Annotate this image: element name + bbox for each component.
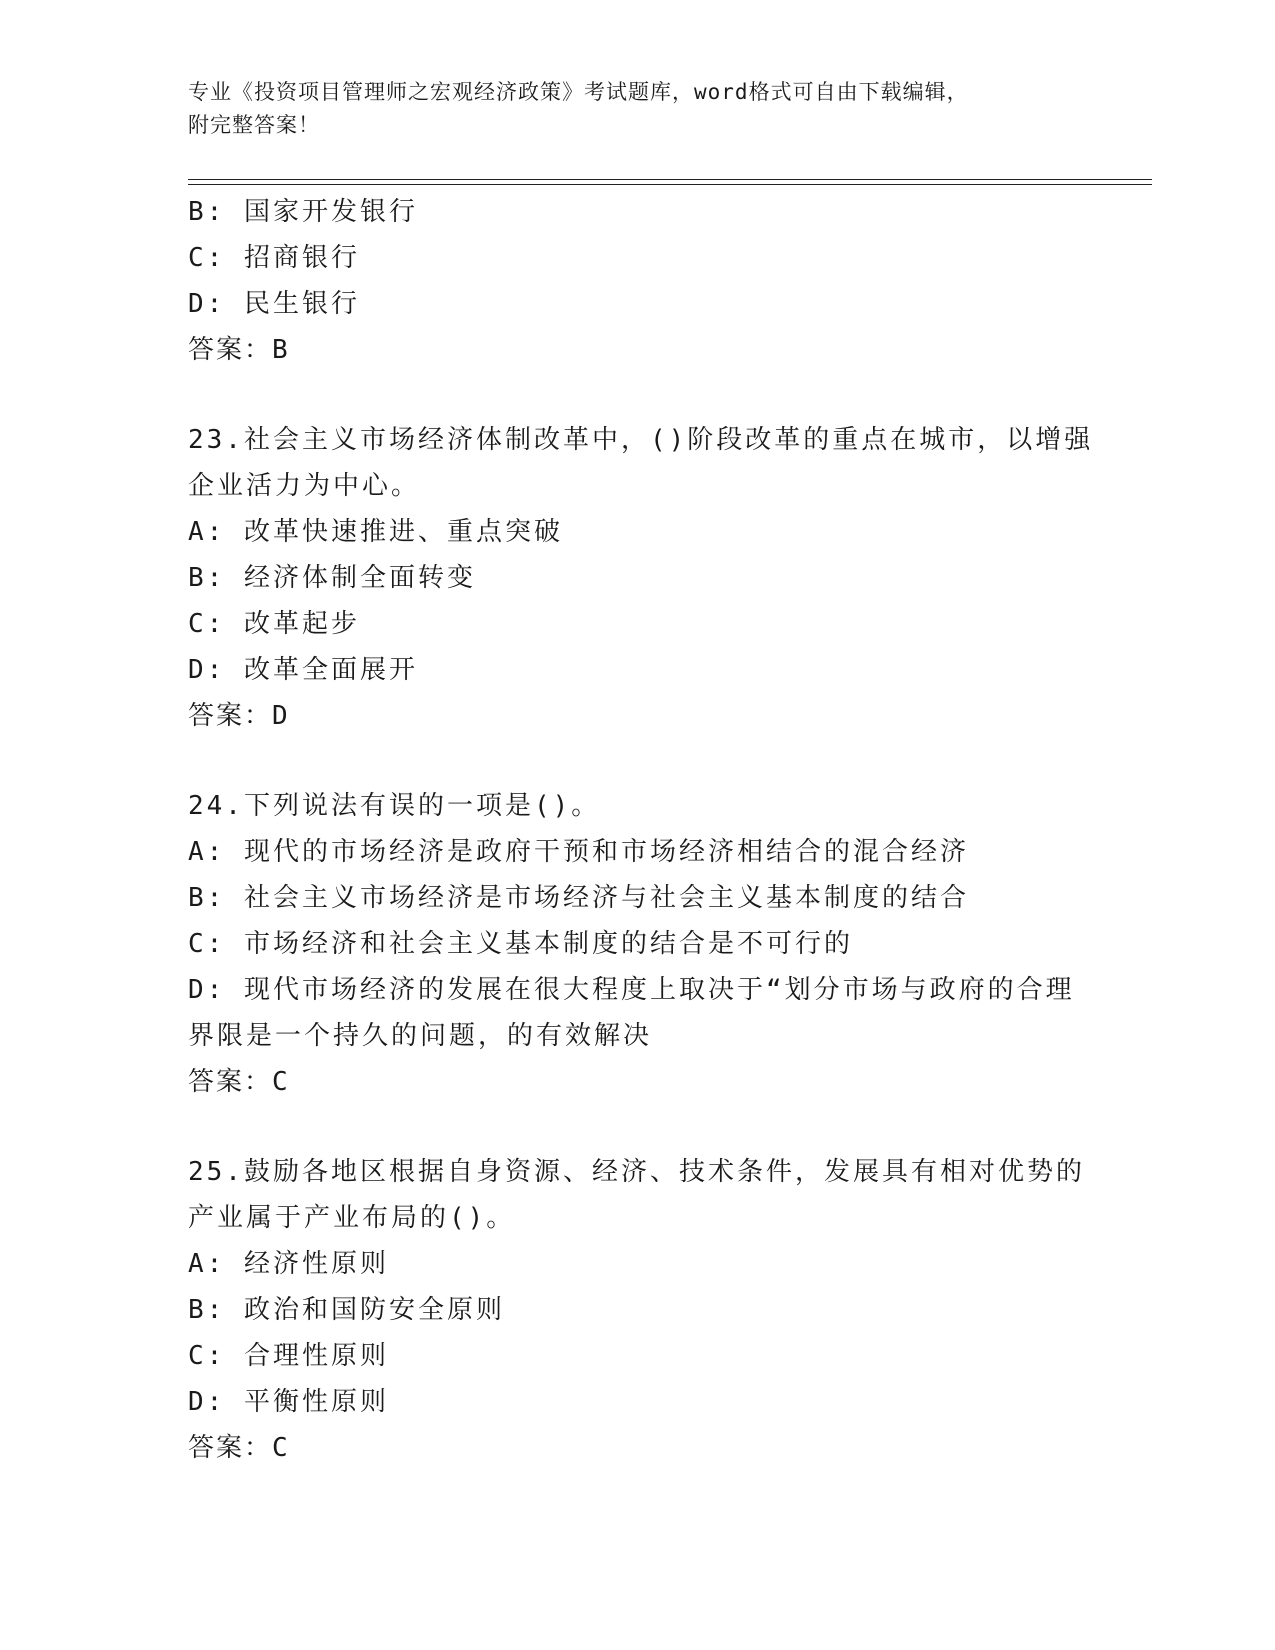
- option-d: D: 平衡性原则: [188, 1387, 389, 1417]
- header-line-1: 专业《投资项目管理师之宏观经济政策》考试题库，word格式可自由下载编辑，: [188, 80, 969, 104]
- question-24: [188, 783, 1088, 1105]
- option-d: D: 民生银行: [188, 289, 360, 319]
- question-stem: 24.下列说法有误的一项是()。: [188, 791, 601, 821]
- answer: 答案：C: [188, 1433, 290, 1463]
- answer: 答案：C: [188, 1067, 290, 1097]
- spacer: [188, 373, 1088, 417]
- question-stem: 产业属于产业布局的()。: [188, 1203, 516, 1233]
- option-c: C: 改革起步: [188, 609, 360, 639]
- spacer: [188, 1105, 1088, 1149]
- option-b: B: 国家开发银行: [188, 197, 418, 227]
- question-22-continued: [188, 189, 1088, 373]
- option-b: B: 社会主义市场经济是市场经济与社会主义基本制度的结合: [188, 883, 969, 913]
- option-b: B: 经济体制全面转变: [188, 563, 476, 593]
- option-c: C: 合理性原则: [188, 1341, 389, 1371]
- question-stem: 25.鼓励各地区根据自身资源、经济、技术条件，发展具有相对优势的: [188, 1157, 1085, 1187]
- question-list: [188, 189, 1094, 1471]
- option-b: B: 政治和国防安全原则: [188, 1295, 505, 1325]
- header-divider-top: [188, 179, 1152, 180]
- answer: 答案：B: [188, 335, 290, 365]
- question-stem: 企业活力为中心。: [188, 471, 421, 501]
- option-d-continued: 界限是一个持久的问题，的有效解决: [188, 1021, 653, 1051]
- option-c: C: 招商银行: [188, 243, 360, 273]
- option-a: A: 改革快速推进、重点突破: [188, 517, 563, 547]
- header-divider-bottom: [188, 184, 1152, 185]
- option-a: A: 经济性原则: [188, 1249, 389, 1279]
- option-a: A: 现代的市场经济是政府干预和市场经济相结合的混合经济: [188, 837, 969, 867]
- question-23: [188, 417, 1094, 739]
- option-d: D: 现代市场经济的发展在很大程度上取决于“划分市场与政府的合理: [188, 975, 1075, 1005]
- document-header: [188, 76, 1068, 142]
- spacer: [188, 739, 1088, 783]
- option-c: C: 市场经济和社会主义基本制度的结合是不可行的: [188, 929, 853, 959]
- question-stem: 23.社会主义市场经济体制改革中，()阶段改革的重点在城市，以增强: [188, 425, 1094, 455]
- answer: 答案：D: [188, 701, 290, 731]
- question-25: [188, 1149, 1088, 1471]
- header-line-2: 附完整答案！: [188, 113, 320, 137]
- option-d: D: 改革全面展开: [188, 655, 418, 685]
